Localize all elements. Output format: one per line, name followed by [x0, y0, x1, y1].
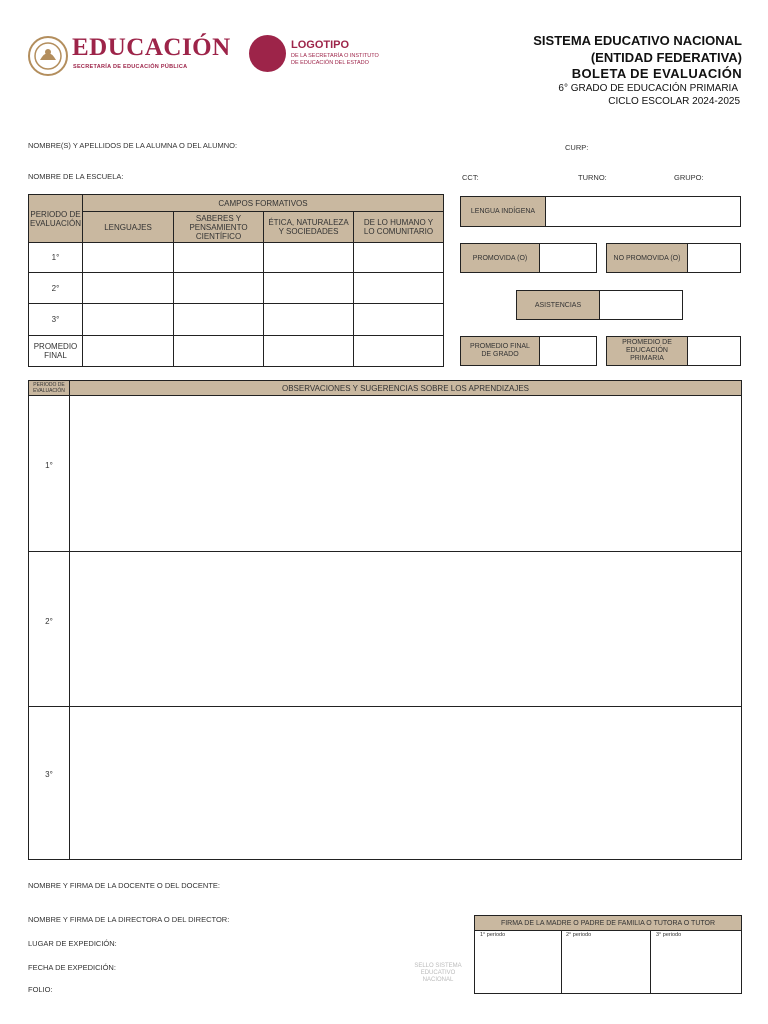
grade-cell[interactable] — [353, 272, 444, 304]
asistencias-input[interactable] — [599, 290, 683, 320]
signature-cell-period-3[interactable] — [650, 930, 742, 994]
signature-cell-period-1[interactable] — [474, 930, 562, 994]
director-signature-label: NOMBRE Y FIRMA DE LA DIRECTORA O DEL DIRECTOR: — [28, 915, 230, 924]
grade-cell[interactable] — [353, 303, 444, 336]
period-1-label: 1° periodo — [480, 932, 506, 938]
obs-row-2-textarea[interactable] — [69, 551, 742, 707]
curp-label: CURP: — [565, 143, 589, 152]
grades-row-1-label: 1° — [51, 253, 60, 262]
grade-cell[interactable] — [82, 272, 174, 304]
state-logo-placeholder — [249, 35, 389, 73]
student-name-label: NOMBRE(S) Y APELLIDOS DE LA ALUMNA O DEL ALUMNO: — [28, 141, 238, 150]
obs-row-3-label: 3° — [45, 769, 53, 779]
grade-cell[interactable] — [263, 335, 354, 367]
grade-cell[interactable] — [173, 242, 264, 273]
no-promovida-input[interactable] — [687, 243, 741, 273]
lugar-expedicion-label: LUGAR DE EXPEDICIÓN: — [28, 939, 117, 948]
col-saberes: SABERES Y PENSAMIENTO CIENTÍFICO — [173, 211, 264, 243]
campos-formativos-header: CAMPOS FORMATIVOS — [82, 194, 444, 212]
logotipo-title: LOGOTIPO — [291, 39, 350, 51]
grades-period-header: PERIODO DE EVALUACIÓN — [28, 194, 83, 243]
parent-signature-header: FIRMA DE LA MADRE O PADRE DE FAMILIA O TUTORA O TUTOR — [474, 915, 742, 931]
national-seal-icon — [26, 34, 70, 78]
col-humano: DE LO HUMANO Y LO COMUNITARIO — [353, 211, 444, 243]
grades-row-4-label: PROMEDIO FINAL — [33, 342, 78, 360]
lengua-indigena-label: LENGUA INDÍGENA — [460, 196, 546, 227]
title-sistema: SISTEMA EDUCATIVO NACIONAL — [533, 33, 742, 48]
grade-cell[interactable] — [82, 335, 174, 367]
no-promovida-label: NO PROMOVIDA (O) — [606, 243, 688, 273]
col-etica: ÉTICA, NATURALEZA Y SOCIEDADES — [263, 211, 354, 243]
promedio-primaria-input[interactable] — [687, 336, 741, 366]
col-lenguajes: LENGUAJES — [82, 211, 174, 243]
obs-row-2-label: 2° — [45, 616, 53, 626]
grade-cell[interactable] — [82, 303, 174, 336]
title-boleta: BOLETA DE EVALUACIÓN — [571, 66, 742, 81]
grades-row-3-label: 3° — [51, 315, 60, 324]
logo-circle-icon — [249, 35, 286, 72]
grade-cell[interactable] — [173, 303, 264, 336]
grades-row-2-label: 2° — [51, 283, 60, 293]
sello-placeholder: SELLO SISTEMA EDUCATIVO NACIONAL — [414, 963, 462, 983]
obs-header: OBSERVACIONES Y SUGERENCIAS SOBRE LOS APRENDIZAJES — [69, 380, 742, 396]
obs-period-header: PERIODO DE EVALUACIÓN — [28, 380, 70, 396]
title-grado: 6° GRADO DE EDUCACIÓN PRIMARIA — [558, 83, 738, 94]
grade-cell[interactable] — [353, 335, 444, 367]
logotipo-line2: DE EDUCACIÓN DEL ESTADO — [291, 60, 369, 66]
period-2-label: 2° periodo — [566, 932, 592, 938]
cct-label: CCT: — [462, 173, 479, 182]
asistencias-label: ASISTENCIAS — [516, 290, 600, 320]
promedio-grado-label: PROMEDIO FINAL DE GRADO — [460, 336, 540, 366]
logotipo-line1: DE LA SECRETARÍA O INSTITUTO — [291, 53, 379, 59]
grade-cell[interactable] — [173, 335, 264, 367]
grade-cell[interactable] — [263, 272, 354, 304]
grade-cell[interactable] — [263, 303, 354, 336]
obs-row-1-textarea[interactable] — [69, 395, 742, 552]
fecha-expedicion-label: FECHA DE EXPEDICIÓN: — [28, 963, 116, 972]
signature-cell-period-2[interactable] — [561, 930, 651, 994]
obs-row-3-textarea[interactable] — [69, 706, 742, 860]
school-name-label: NOMBRE DE LA ESCUELA: — [28, 172, 124, 181]
grade-cell[interactable] — [82, 242, 174, 273]
title-entidad: (ENTIDAD FEDERATIVA) — [590, 50, 742, 65]
promedio-grado-input[interactable] — [539, 336, 597, 366]
logo-main-text: EDUCACIÓN — [72, 34, 231, 61]
promovida-label: PROMOVIDA (O) — [460, 243, 540, 273]
logo-sub-text: SECRETARÍA DE EDUCACIÓN PÚBLICA — [73, 64, 188, 70]
docente-signature-label: NOMBRE Y FIRMA DE LA DOCENTE O DEL DOCENTE: — [28, 881, 220, 890]
turno-label: TURNO: — [578, 173, 607, 182]
period-3-label: 3° periodo — [656, 932, 682, 938]
folio-label: FOLIO: — [28, 985, 53, 994]
obs-row-1-label: 1° — [45, 460, 53, 470]
promovida-input[interactable] — [539, 243, 597, 273]
grupo-label: GRUPO: — [674, 173, 704, 182]
title-ciclo: CICLO ESCOLAR 2024-2025 — [608, 96, 740, 107]
sep-logo — [26, 34, 231, 78]
lengua-indigena-input[interactable] — [545, 196, 741, 227]
grade-cell[interactable] — [263, 242, 354, 273]
grade-cell[interactable] — [173, 272, 264, 304]
grade-cell[interactable] — [353, 242, 444, 273]
promedio-primaria-label: PROMEDIO DE EDUCACIÓN PRIMARIA — [606, 336, 688, 366]
